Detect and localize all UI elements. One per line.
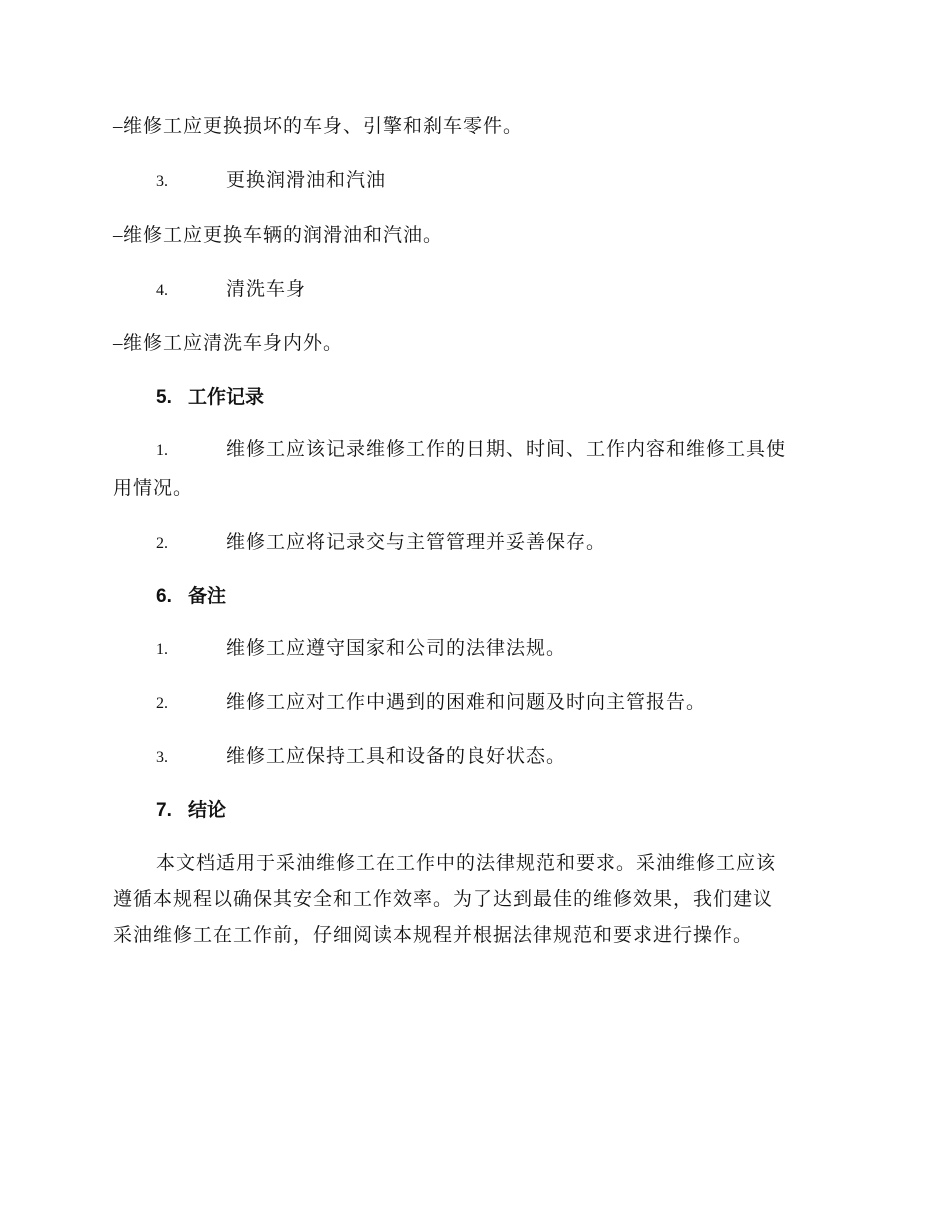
dash-marker: – xyxy=(113,225,124,246)
list-number: 1. xyxy=(156,442,168,459)
dash-marker: – xyxy=(113,116,124,137)
list-number: 4. xyxy=(156,282,168,299)
bullet-text: 维修工应更换车辆的润滑油和汽油。 xyxy=(123,224,444,246)
list-number: 3. xyxy=(156,749,168,766)
list-item-text: 维修工应将记录交与主管管理并妥善保存。 xyxy=(226,531,607,553)
section-title: 工作记录 xyxy=(188,386,265,408)
section-heading-conclusion xyxy=(156,799,226,822)
list-item-text: 清洗车身 xyxy=(226,278,307,300)
conclusion-paragraph-line: 遵循本规程以确保其安全和工作效率。为了达到最佳的维修效果，我们建议 xyxy=(113,888,774,910)
list-item-text: 维修工应该记录维修工作的日期、时间、工作内容和维修工具使 xyxy=(226,438,787,460)
section-heading-work-record xyxy=(156,386,264,409)
bullet-replace-oil xyxy=(113,224,443,247)
list-item-text: 更换润滑油和汽油 xyxy=(226,169,387,191)
section-number: 7. xyxy=(156,800,172,821)
conclusion-paragraph-line: 本文档适用于采油维修工在工作中的法律规范和要求。采油维修工应该 xyxy=(156,852,777,874)
list-item-text-continued: 用情况。 xyxy=(113,477,194,499)
section-title: 结论 xyxy=(188,799,227,821)
list-number: 2. xyxy=(156,695,168,712)
section-number: 5. xyxy=(156,387,172,408)
list-number: 3. xyxy=(156,173,168,190)
bullet-replace-parts xyxy=(113,115,523,138)
section-title: 备注 xyxy=(188,585,227,607)
conclusion-paragraph-line: 采油维修工在工作前，仔细阅读本规程并根据法律规范和要求进行操作。 xyxy=(113,924,754,946)
list-number: 2. xyxy=(156,535,168,552)
bullet-text: 维修工应清洗车身内外。 xyxy=(123,332,344,354)
dash-marker: – xyxy=(113,333,124,354)
section-heading-notes xyxy=(156,585,226,608)
list-item-text: 维修工应保持工具和设备的良好状态。 xyxy=(226,745,567,767)
list-number: 1. xyxy=(156,641,168,658)
bullet-text: 维修工应更换损坏的车身、引擎和刹车零件。 xyxy=(123,115,524,137)
bullet-clean-body xyxy=(113,332,343,355)
section-number: 6. xyxy=(156,586,172,607)
list-item-text: 维修工应对工作中遇到的困难和问题及时向主管报告。 xyxy=(226,691,707,713)
list-item-text: 维修工应遵守国家和公司的法律法规。 xyxy=(226,637,567,659)
